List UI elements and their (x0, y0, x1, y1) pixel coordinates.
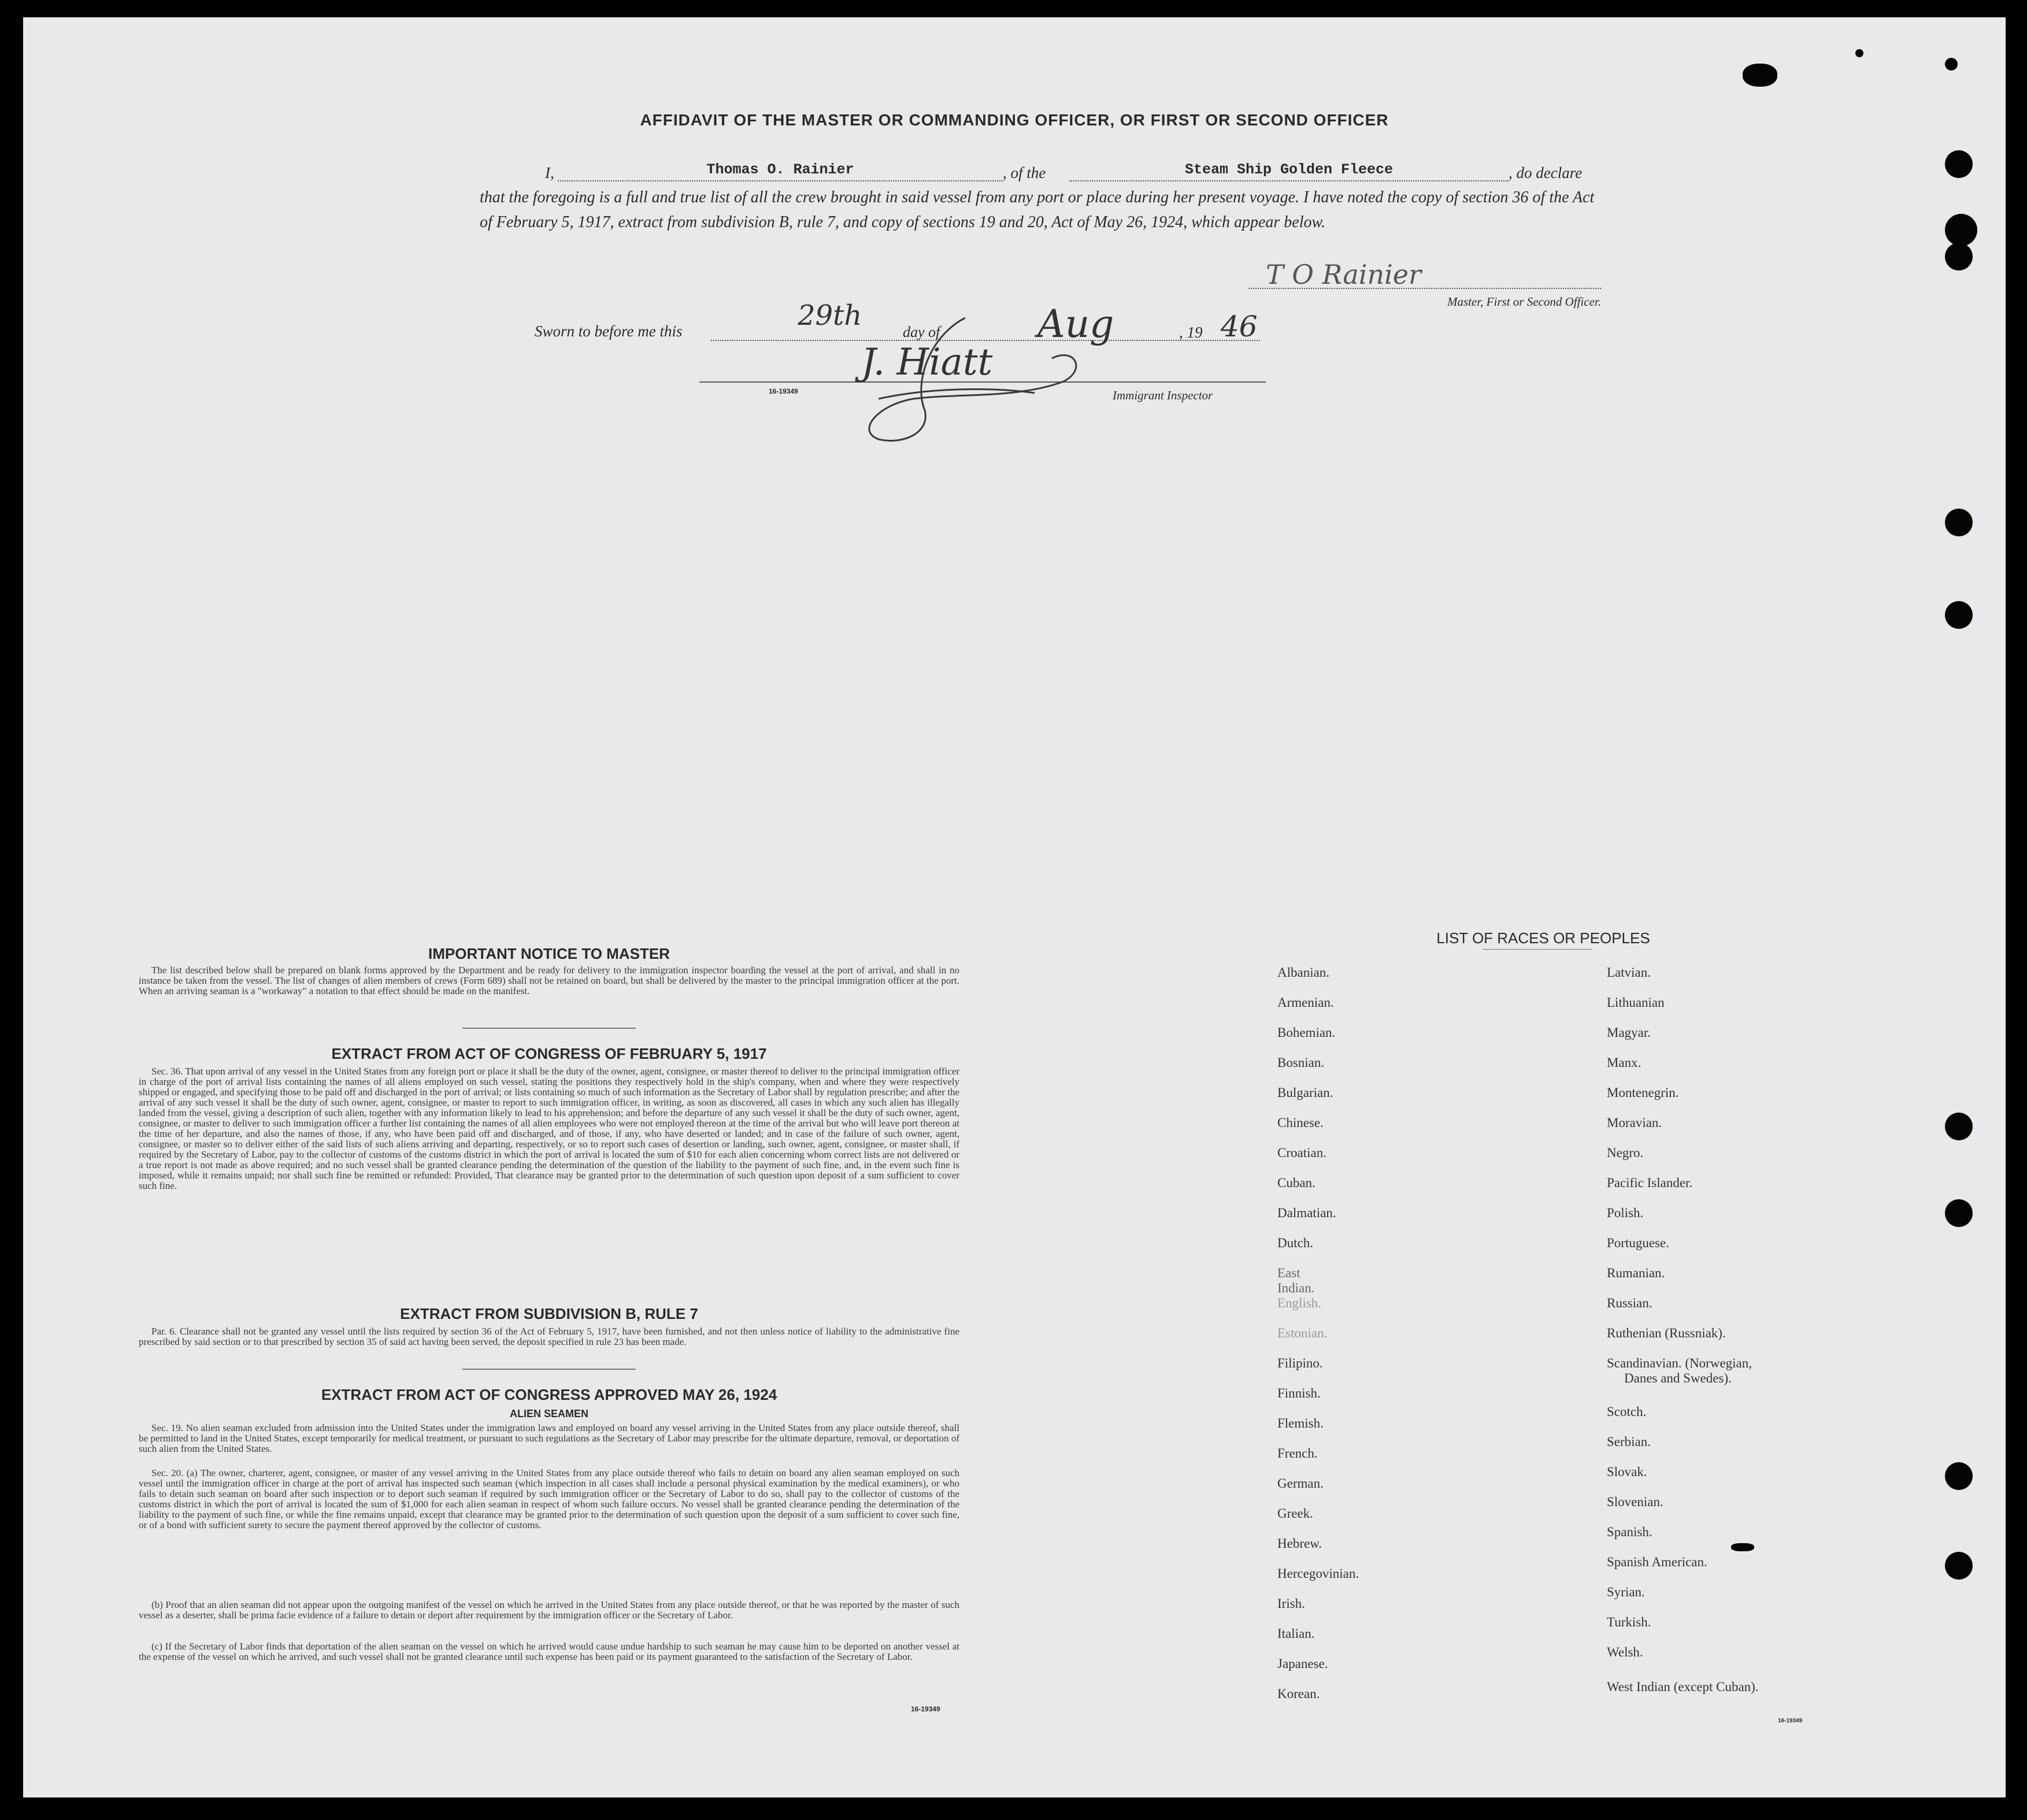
divider (1483, 949, 1592, 950)
race-item: Hebrew. (1277, 1536, 1322, 1551)
race-item: Turkish. (1607, 1615, 1651, 1629)
notice-text: The list described below shall be prepared on blank forms approved by the Department and be ready for delivery to the immigration inspector boarding the vessel at the port of arrival, and shall in no instance be taken from the vessel. The list of changes of alien members of crews (Form 689) shall not be retained on board, but shall be delivered by the master to the principal immigration officer at the port. When an arriving seaman is a "workaway" a notation to that effect should be made on the manifest. (139, 965, 959, 996)
document-page (23, 17, 2006, 1797)
race-item: Chinese. (1277, 1115, 1324, 1130)
race-item: Danes and Swedes). (1624, 1371, 1732, 1385)
affidavit-body: that the foregoing is a full and true list of all the crew brought in said vessel from any port or place during her present voyage. I have noted the copy of section 36 of the Act of February 5, 1917, extract from subdivision B, rule 7, and copy of sections 19 and 20, Act of May 26, 1924, which appear below. (480, 188, 1595, 231)
extract-1924-title: EXTRACT FROM ACT OF CONGRESS APPROVED MAY 26, 1924 (321, 1386, 777, 1403)
notice-title: IMPORTANT NOTICE TO MASTER (428, 945, 670, 962)
race-item: Bulgarian. (1277, 1085, 1333, 1100)
race-item: Syrian. (1607, 1585, 1645, 1599)
punch-hole (1945, 601, 1973, 629)
sec20b-text: (b) Proof that an alien seaman did not appear upon the outgoing manifest of the vessel on which he arrived in the United States from any place outside thereof, or that he was reported by the master of such vessel as a deserter, shall be prima facie evidence of a failure to detain or deport after requirement by the immigration officer or the Secretary of Labor. (139, 1599, 959, 1621)
race-item: Spanish American. (1607, 1555, 1707, 1569)
sworn-day: 29th (798, 299, 862, 332)
affidavit-form-number: 16-19349 (769, 387, 798, 395)
punch-hole (1945, 1552, 1973, 1580)
vessel-name-field (1069, 161, 1509, 181)
sec20a-text: Sec. 20. (a) The owner, charterer, agent, consignee, or master of any vessel arriving in the United States from any place outside thereof who fails to detain on board any alien seaman employed on such vessel until the immigration officer in charge at the port of arrival has inspected such seaman (which inspection in all cases shall include a personal physical examination by the medical examiners), or who fails to detain such seaman on board after such inspection or to deport such seaman if required by such immigration officer or the Secretary of Labor to do so, shall pay to the collector of customs of the customs district in which the port of arrival is located the sum of $1,000 for each alien seaman in respect of whom such failure occurs. No vessel shall be granted clearance pending the determination of the liability to the payment of such fine, or while the fine remains unpaid, except that clearance may be granted prior to the determination of such question upon the deposit of a sum sufficient to cover such fine, or of a bond with sufficient surety to secure the payment thereof approved by the collector of customs. (139, 1467, 959, 1530)
signature-flourish (844, 312, 1092, 451)
race-item: Greek. (1277, 1506, 1313, 1521)
do-declare-label: , do declare (1509, 164, 1583, 181)
of-the-label: , of the (1003, 164, 1046, 181)
punch-hole (1945, 1113, 1973, 1140)
races-form-number: 16-19349 (1778, 1718, 1803, 1724)
extract-rule7-text: Par. 6. Clearance shall not be granted any vessel until the lists required by section 36 of the Act of February 5, 1917, have been furnished, and not then unless notice of liability to the administrative fine prescribed by said section or to that prescribed by section 35 of said act having been served, the deposit specified in rule 23 has been made. (139, 1326, 959, 1347)
race-item: Armenian. (1277, 995, 1334, 1010)
race-item: Russian. (1607, 1296, 1652, 1310)
race-item: Lithuanian (1607, 995, 1665, 1010)
year-suffix: 46 (1221, 310, 1258, 343)
ink-blot (1731, 1543, 1754, 1551)
extract-form-number: 16-19349 (911, 1705, 940, 1713)
race-item: Scandinavian. (Norwegian, (1607, 1356, 1752, 1370)
extract-rule7-title: EXTRACT FROM SUBDIVISION B, RULE 7 (400, 1305, 698, 1322)
race-item: Italian. (1277, 1626, 1315, 1641)
race-item: Filipino. (1277, 1356, 1323, 1370)
race-item: Spanish. (1607, 1525, 1652, 1539)
race-item: Negro. (1607, 1146, 1644, 1160)
declaration-line (523, 161, 1604, 186)
divider (462, 1369, 636, 1370)
sworn-prefix: Sworn to before me this (535, 323, 683, 340)
race-item: Dalmatian. (1277, 1206, 1336, 1220)
extract-1917-title: EXTRACT FROM ACT OF CONGRESS OF FEBRUARY 5, 1917 (331, 1045, 767, 1062)
vessel-name: Steam Ship Golden Fleece (1184, 161, 1394, 178)
ink-blot (1855, 49, 1863, 57)
race-item: Albanian. (1277, 965, 1330, 980)
punch-hole (1945, 214, 1977, 246)
divider (462, 1028, 636, 1029)
race-item: Manx. (1607, 1055, 1641, 1070)
race-item: Bohemian. (1277, 1025, 1336, 1040)
race-item: Moravian. (1607, 1115, 1662, 1130)
race-item: Welsh. (1607, 1645, 1643, 1659)
race-item: Cuban. (1277, 1176, 1315, 1190)
race-item: Flemish. (1277, 1416, 1324, 1430)
year-prefix: , 19 (1179, 324, 1203, 341)
punch-hole (1945, 243, 1973, 270)
race-item: Croatian. (1277, 1146, 1326, 1160)
sec19-text: Sec. 19. No alien seaman excluded from admission into the United States under the immigration laws and employed on board any vessel arriving in the United States from any place outside thereof, shall be permitted to land in the United States, except temporarily for medical treatment, or pursuant to such regulations as the Secretary of Labor may prescribe for the ultimate departure, removal, or deportation of such alien from the United States. (139, 1422, 959, 1454)
punch-hole (1945, 150, 1973, 178)
race-item: Estonian. (1277, 1326, 1328, 1340)
race-item: Hercegovinian. (1277, 1566, 1359, 1581)
race-item: Korean. (1277, 1686, 1320, 1701)
master-signature: T O Rainier (1266, 259, 1422, 290)
race-item: English. (1277, 1296, 1322, 1310)
race-item: French. (1277, 1446, 1318, 1461)
race-item: Rumanian. (1607, 1266, 1665, 1280)
race-item: Finnish. (1277, 1386, 1321, 1400)
race-item: Montenegrin. (1607, 1085, 1679, 1100)
race-item: German. (1277, 1476, 1324, 1491)
race-item: Polish. (1607, 1206, 1644, 1220)
race-item: Pacific Islander. (1607, 1176, 1693, 1190)
extract-1924-subtitle: ALIEN SEAMEN (509, 1408, 588, 1419)
officer-name-field (558, 161, 1003, 181)
ink-blot (1743, 64, 1777, 87)
race-item: Dutch. (1277, 1236, 1313, 1250)
race-item: Japanese. (1277, 1656, 1328, 1671)
extract-1917-text: Sec. 36. That upon arrival of any vessel in the United States from any foreign port or place it shall be the duty of the owner, agent, consignee, or master thereof to deliver to the principal immigration officer in charge of the port of arrival lists containing the names of all aliens employed on such vessel, stating the positions they respectively hold in the ship's company, when and where they were respectively shipped or engaged, and specifying those to be paid off and discharged in the port of arrival; or lists containing so much of such information as the Secretary of Labor shall by regulation prescribe; and after the arrival of any such vessel it shall be the duty of such owner, agent, consignee, or master to report to such immigration officer, in writing, as soon as discovered, all cases in which any such alien has illegally landed from the vessel, giving a description of such alien, together with any information likely to lead to his apprehension; and before the departure of any such vessel it shall be the duty of such owner, agent, consignee, or master to deliver to such immigration officer a further list containing the names of all alien employees who were not employed thereon at the time of the arrival but who will leave port thereon at the time of her departure, and also the names of those, if any, who have been paid off and discharged, and of those, if any, who have deserted or landed; and in case of the failure of such owner, agent, consignee, or master so to deliver either of the said lists of such aliens arriving and departing, respectively, or so to report such cases of desertion or landing, such owner, agent, consignee, or master shall, if required by the Secretary of Labor, pay to the collector of customs of the customs district in which the port of arrival is located the sum of $10 for each alien concerning whom correct lists are not delivered or a true report is not made as above required; and no such vessel shall be granted clearance pending the determination of the question of the liability to the payment of such fine, and, in the event such fine is imposed, while it remains unpaid; nor shall such fine be remitted or refunded: Provided, That clearance may be granted prior to the determination of such question upon deposit of a sum sufficient to cover such fine. (139, 1066, 959, 1191)
punch-hole (1945, 509, 1973, 536)
race-item: Serbian. (1607, 1434, 1651, 1449)
pronoun: I, (545, 164, 554, 181)
race-item: Slovak. (1607, 1465, 1647, 1479)
officer-name: Thomas O. Rainier (706, 161, 854, 178)
race-item: Bosnian. (1277, 1055, 1325, 1070)
race-item: Scotch. (1607, 1404, 1647, 1419)
race-item: Latvian. (1607, 965, 1651, 980)
race-item: West Indian (except Cuban). (1607, 1680, 1759, 1694)
races-title: LIST OF RACES OR PEOPLES (1436, 929, 1650, 947)
ink-blot (1945, 58, 1958, 71)
affidavit-title: AFFIDAVIT OF THE MASTER OR COMMANDING OFFICER, OR FIRST OR SECOND OFFICER (640, 111, 1389, 129)
punch-hole (1945, 1199, 1973, 1227)
inspector-signature: J. Hiatt (861, 341, 993, 384)
punch-hole (1945, 1462, 1973, 1490)
day-of-label: day of (903, 324, 940, 340)
race-item: Magyar. (1607, 1025, 1651, 1040)
race-item: Portuguese. (1607, 1236, 1669, 1250)
race-item: East Indian. (1277, 1266, 1315, 1295)
race-item: Slovenian. (1607, 1495, 1663, 1509)
sworn-month: Aug (1037, 302, 1114, 346)
sec20c-text: (c) If the Secretary of Labor finds that deportation of the alien seaman on the vessel on which he arrived would cause undue hardship to such seaman he may cause him to be deported on another vessel at the expense of the vessel on which he arrived, and such vessel shall not be granted clearance until such expense has been paid or its payment guaranteed to the satisfaction of the Secretary of Labor. (139, 1641, 959, 1662)
master-caption: Master, First or Second Officer. (1447, 295, 1601, 309)
race-item: Ruthenian (Russniak). (1607, 1326, 1726, 1340)
race-item: Irish. (1277, 1596, 1305, 1611)
inspector-caption: Immigrant Inspector (1113, 388, 1213, 402)
